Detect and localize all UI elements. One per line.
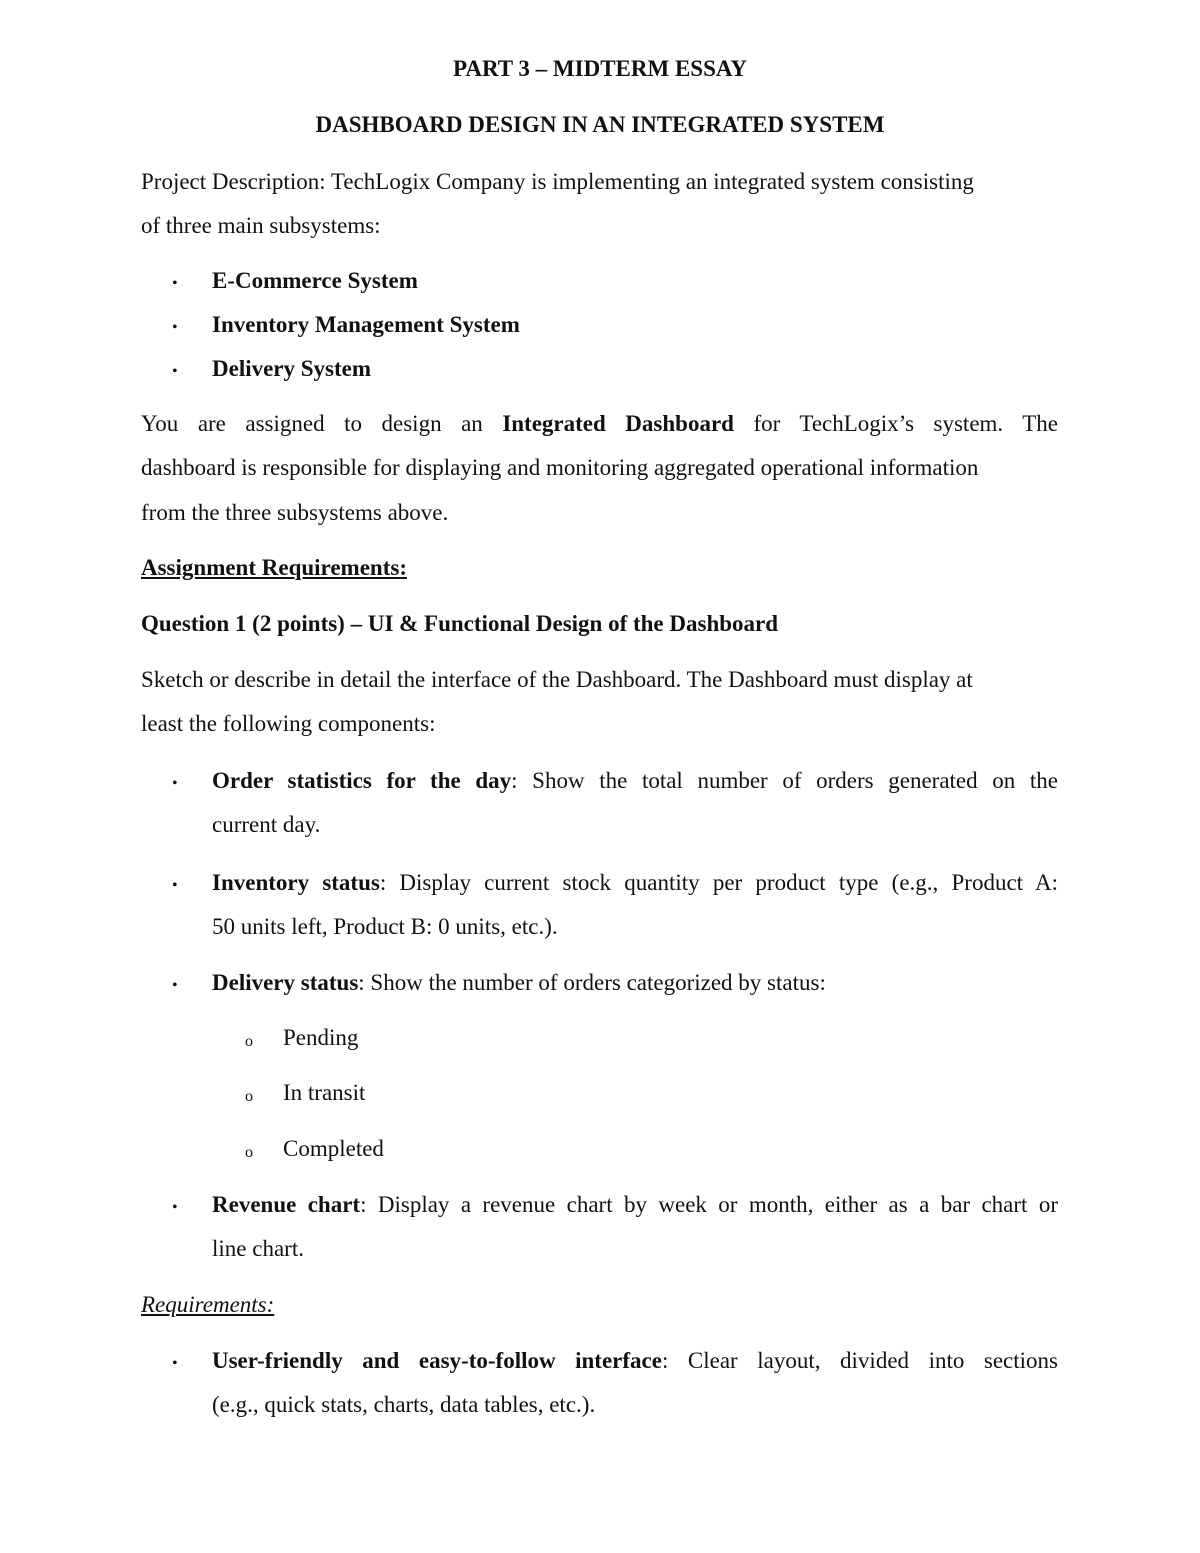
component-delivery-status: Delivery status: Show the number of orders categorized by status: (212, 970, 826, 995)
delivery-status-item: In transit (283, 1080, 366, 1105)
project-description-line-1: Project Description: TechLogix Company is implementing an integrated system consisting (141, 169, 974, 194)
component-inventory-status: Inventory status: Display current stock quantity per product type (e.g., Product A: (212, 870, 1058, 895)
subsystem-item: Inventory Management System (212, 312, 520, 337)
bullet-icon: • (172, 1199, 178, 1216)
assigned-paragraph-line-1: You are assigned to design an Integrated Dashboard for TechLogix’s system. The (141, 411, 1059, 436)
component-revenue-chart: Revenue chart: Display a revenue chart by week or month, either as a bar chart or (212, 1192, 1058, 1217)
component-order-statistics-cont: current day. (212, 812, 321, 837)
sketch-line-1: Sketch or describe in detail the interface of the Dashboard. The Dashboard must display at (141, 667, 973, 692)
delivery-status-item: Completed (283, 1136, 384, 1161)
question-1-heading: Question 1 (2 points) – UI & Functional Design of the Dashboard (141, 611, 779, 636)
assignment-requirements-heading: Assignment Requirements: (141, 555, 407, 580)
bullet-icon: • (172, 977, 178, 994)
bullet-icon: • (172, 1355, 178, 1372)
bullet-icon: • (172, 275, 178, 292)
assigned-paragraph-line-2: dashboard is responsible for displaying and monitoring aggregated operational information (141, 455, 979, 480)
delivery-status-item: Pending (283, 1025, 359, 1050)
subsystem-item: E-Commerce System (212, 268, 418, 293)
bullet-icon: • (172, 775, 178, 792)
requirement-user-friendly: User-friendly and easy-to-follow interface: Clear layout, divided into sections (212, 1348, 1058, 1373)
subsystem-item: Delivery System (212, 356, 372, 381)
document-title: PART 3 – MIDTERM ESSAY (453, 56, 747, 81)
project-description-line-2: of three main subsystems: (141, 213, 381, 238)
sub-bullet-icon: o (245, 1088, 253, 1105)
bullet-icon: • (172, 319, 178, 336)
requirement-user-friendly-cont: (e.g., quick stats, charts, data tables, etc.). (212, 1392, 596, 1417)
requirements-heading: Requirements: (141, 1292, 275, 1317)
sub-bullet-icon: o (245, 1144, 253, 1161)
sketch-line-2: least the following components: (141, 711, 436, 736)
bullet-icon: • (172, 363, 178, 380)
bullet-icon: • (172, 877, 178, 894)
component-inventory-status-cont: 50 units left, Product B: 0 units, etc.). (212, 914, 558, 939)
assigned-paragraph-line-3: from the three subsystems above. (141, 500, 449, 525)
component-order-statistics: Order statistics for the day: Show the total number of orders generated on the (212, 768, 1058, 793)
document-subtitle: DASHBOARD DESIGN IN AN INTEGRATED SYSTEM (315, 112, 885, 137)
sub-bullet-icon: o (245, 1033, 253, 1050)
component-revenue-chart-cont: line chart. (212, 1236, 304, 1261)
